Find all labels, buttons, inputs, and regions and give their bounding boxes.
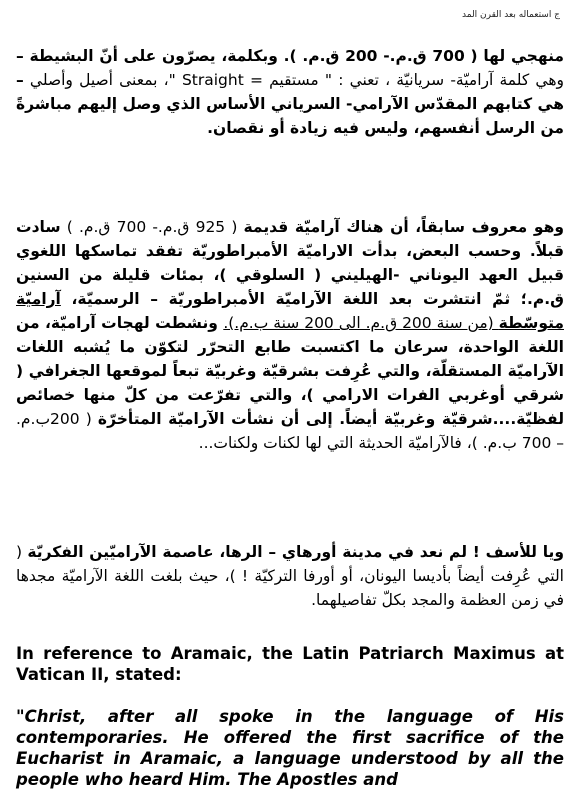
text-run: ( التي عُرِفت أيضاً بأديسا اليونان، أو أورفا التركيّة ! )، bbox=[16, 543, 564, 585]
english-quote bbox=[16, 706, 564, 790]
english-quote-text: "Christ, after all spoke in the language of His contemporaries. He offered the first sacrifice of the Eucharist in Aramaic, a language understood by all the people who heard Him. The Apostles and bbox=[16, 707, 564, 789]
text-run: فالآراميّة الحديثة التي لها لكنات ولكنات... bbox=[198, 434, 462, 452]
arabic-paragraph-2 bbox=[16, 215, 564, 455]
text-run: وبكلمة، يصرّون على أنّ bbox=[93, 47, 284, 65]
text-run: سادت قبلاً. وحسب البعض، بدأت الاراميّة الأمبراطوريّة تفقد تماسكها اللغوي قبيل العهد اليوناني -الهيليني ( السلوقي )، بمئات قليلة من السنين ق.م.؛ ثمّ انتشرت بعد اللغة الآراميّة الأمبراطوريّة – الرسميّة، bbox=[16, 218, 564, 308]
text-run: – هي كتابهم المقدّس الآرامي- السرياني الأساس الذي وصل إليهم مباشرةً من الرسل أنفسهم، وليس فيه زيادة أو نقصان. bbox=[16, 71, 564, 137]
text-run: آراميّة متوسّطة bbox=[16, 290, 564, 332]
text-run: منهجي لها ( 700 ق.م.- 200 ق.م. ). bbox=[283, 47, 564, 65]
text-run: ( 925 ق.م.- 700 ق.م. ) bbox=[60, 218, 244, 236]
page-header-note: ج استعماله بعد القرن المد bbox=[462, 10, 560, 20]
text-run: ( 200ب.م. – 700 ب.م. )، bbox=[16, 410, 564, 452]
text-run: وهو معروف سابقاً، أن هناك آراميّة قديمة bbox=[243, 218, 564, 236]
text-run: ونشطت لهجات آراميّة، من اللغة الواحدة، سرعان ما اكتسبت طابع التحرّر لتكوّن ما يُشبه اللغات الآراميّة المستقلّة، والتي عُرِفت بشرقيّة وغربيّة تبعاً لموقعها الجغرافي ( شرقي أوغربي الفرات الارامي )، والتي تفرّعت من كلّ منها خصائص لفظيّة....شرقيّة وغربيّة أيضاً. إلى أن نشأت الآراميّة المتأخرّة bbox=[16, 314, 565, 428]
text-run: حيث بلغت اللغة الآراميّة مجدها في زمن العظمة والمجد بكلّ تفاصيلهما. bbox=[16, 567, 564, 609]
text-run: ويا للأسف ! لم نعد في مدينة أورهاي – الرها، عاصمة الآراميّين الفكريّة bbox=[27, 543, 564, 561]
english-heading bbox=[16, 643, 564, 685]
arabic-paragraph-1 bbox=[16, 44, 564, 140]
text-run: وهي كلمة آراميّة- سريانيّة ، تعني : " مستقيم = Straight "، بمعنى أصيل وأصلي bbox=[23, 71, 564, 89]
text-run: (من سنة 200 ق.م. الى 200 سنة ب.م.). bbox=[223, 314, 499, 332]
english-heading-text: In reference to Aramaic, the Latin Patriarch Maximus at Vatican II, stated: bbox=[16, 644, 564, 684]
text-run: البشيطة – bbox=[16, 47, 94, 65]
arabic-paragraph-3 bbox=[16, 540, 564, 612]
